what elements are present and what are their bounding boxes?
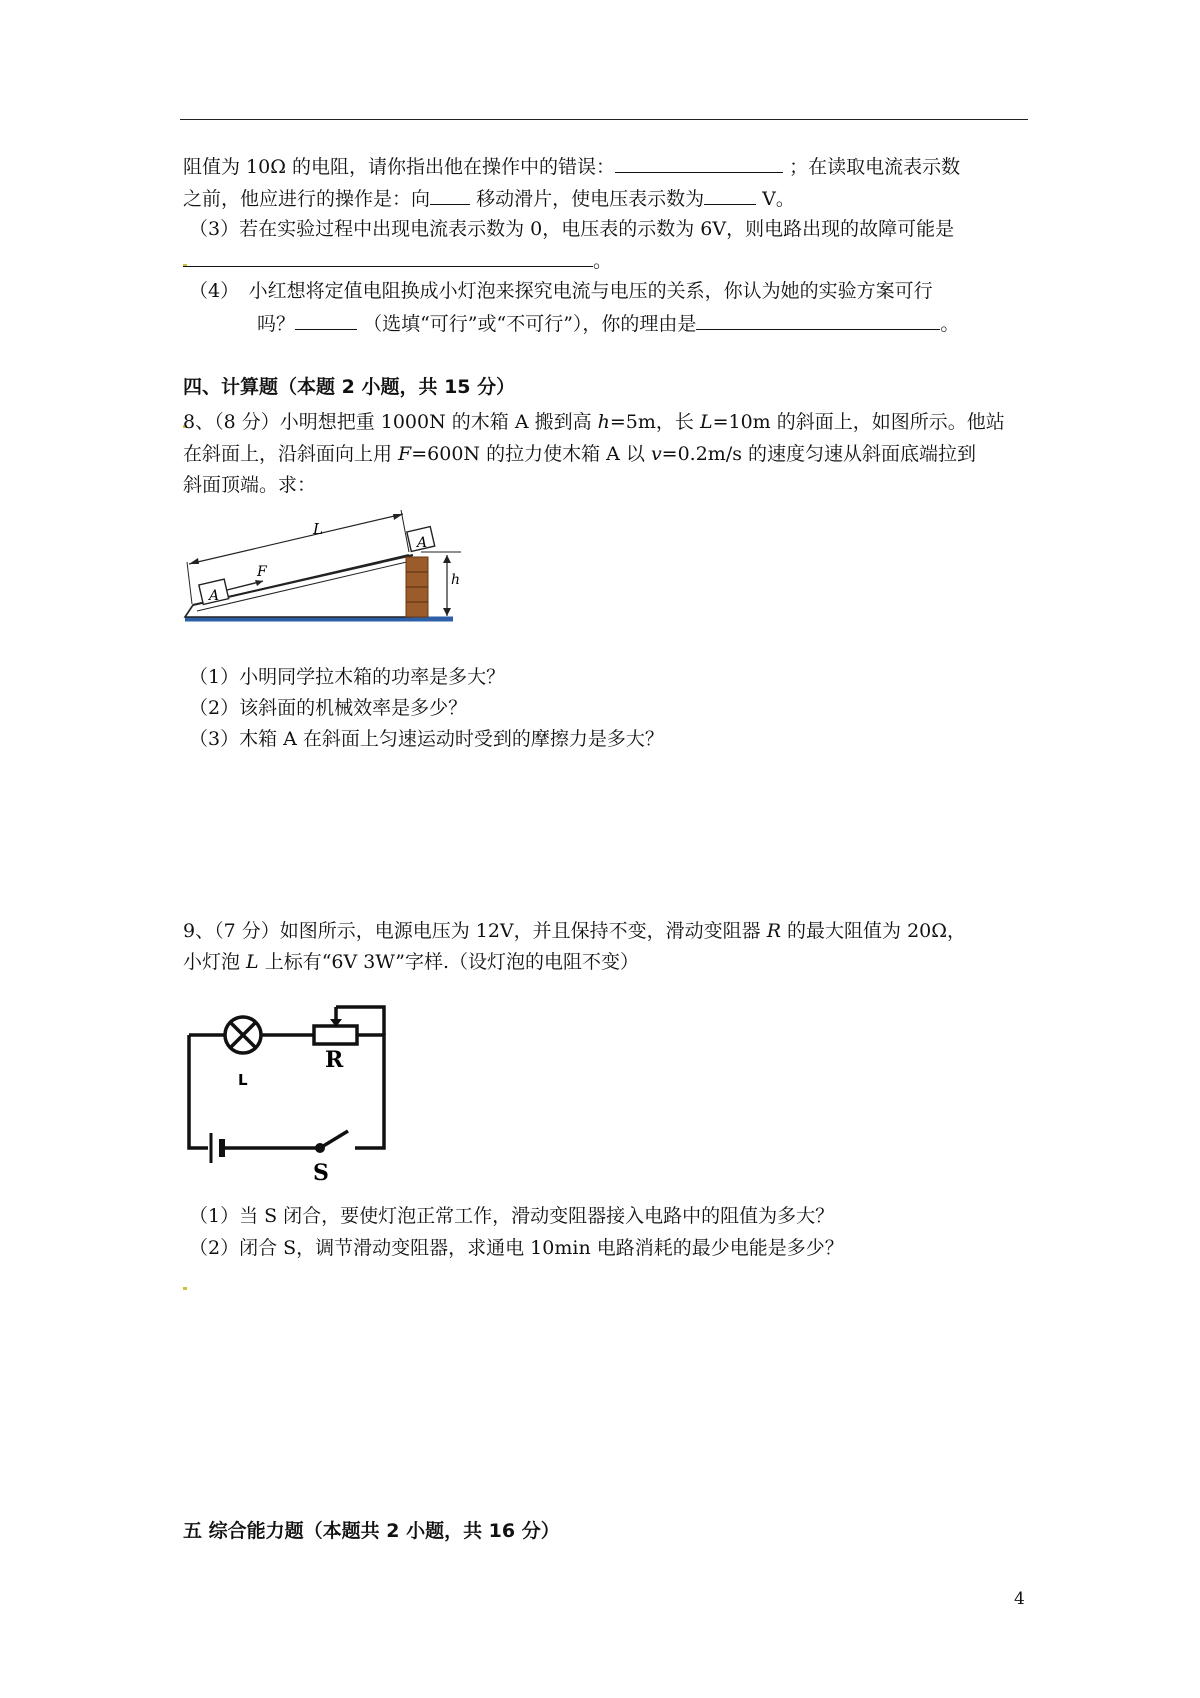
force-arrowhead	[255, 580, 263, 586]
q9-l2-b: 上标有“6V 3W”字样.（设灯泡的电阻不变）	[258, 951, 639, 973]
q8-sub-2: （2）该斜面的机械效率是多少？	[189, 697, 468, 719]
answer-blank-fault[interactable]	[183, 246, 593, 267]
q7-p4-period: 。	[940, 313, 960, 335]
circuit-figure	[183, 985, 393, 1185]
length-dimension-line	[189, 514, 403, 564]
section-4-title: 四、计算题（本题 2 小题，共 15 分）	[183, 376, 516, 398]
force-label: F	[257, 564, 267, 580]
page-number: 4	[1014, 1589, 1025, 1609]
switch-label: S	[313, 1160, 329, 1185]
q7-p4-text-b: 吗？	[257, 313, 296, 335]
wire-left	[189, 1035, 208, 1148]
q9-line-2	[183, 949, 639, 975]
q8-sub-1: （1）小明同学拉木箱的功率是多大？	[189, 666, 506, 688]
header-rule	[180, 119, 1028, 120]
q8-line-2	[183, 441, 976, 467]
q7-line2-text-c: V。	[762, 188, 795, 210]
lamp-label: L	[238, 1071, 248, 1089]
q9-l1-a: 9、（7 分）如图所示，电源电压为 12V，并且保持不变，滑动变阻器	[183, 920, 767, 942]
answer-blank-error[interactable]	[615, 152, 783, 173]
q8-line-3: 斜面顶端。求：	[183, 474, 317, 496]
q8-l2-c: =0.2m/s 的速度匀速从斜面底端拉到	[661, 443, 977, 465]
q8-l1-a: 8、（8 分）小明想把重 1000N 的木箱 A 搬到高	[183, 411, 598, 433]
q9-l1-b: 的最大阻值为 20Ω，	[781, 920, 967, 942]
var-R: R	[766, 920, 782, 942]
scan-artifact-dot	[183, 1287, 187, 1290]
q7-part-3-answer	[183, 246, 612, 274]
q9-sub-2: （2）闭合 S，调节滑动变阻器，求通电 10min 电路消耗的最少电能是多少？	[189, 1237, 844, 1259]
dimension-tick	[187, 562, 192, 604]
q7-p4-text-c: （选填“可行”或“不可行”），你的理由是	[363, 313, 697, 335]
q8-l1-b: =5m，长	[609, 411, 700, 433]
var-h: h	[597, 411, 610, 433]
q8-l2-a: 在斜面上，沿斜面向上用	[183, 443, 399, 465]
q9-l2-a: 小灯泡	[183, 951, 247, 973]
answer-blank-reason[interactable]	[696, 309, 940, 330]
length-arrow-left	[189, 558, 199, 564]
q8-l2-b: =600N 的拉力使木箱 A 以	[411, 443, 651, 465]
q7-line2-text-a: 之前，他应进行的操作是：向	[183, 188, 431, 210]
q7-line-2	[183, 184, 795, 212]
var-F: F	[398, 443, 412, 465]
rheostat-label: R	[325, 1047, 344, 1073]
var-v: v	[650, 443, 662, 465]
q7-line1-text-b: ；在读取电流表示数	[789, 156, 961, 178]
q7-line1-text-a: 阻值为 10Ω 的电阻，请你指出他在操作中的错误：	[183, 156, 616, 178]
var-L: L	[699, 411, 713, 433]
height-arrow-bottom	[443, 608, 451, 616]
q7-line2-text-b: 移动滑片，使电压表示数为	[476, 188, 705, 210]
q7-part-4-line-1: （4） 小红想将定值电阻换成小灯泡来探究电流与电压的关系，你认为她的实验方案可行	[189, 280, 933, 302]
height-label: h	[451, 572, 461, 588]
q7-p3-period: 。	[593, 250, 613, 272]
incline-underline	[197, 561, 411, 611]
q7-part-4-line-2	[257, 309, 959, 337]
switch-lever	[320, 1131, 348, 1148]
section-5-title: 五 综合能力题（本题共 2 小题，共 16 分）	[183, 1520, 560, 1542]
crate-a-top-label: A	[417, 535, 428, 551]
q9-line-1	[183, 918, 966, 944]
incline-figure	[183, 500, 463, 628]
answer-blank-feasible[interactable]	[295, 309, 357, 330]
q8-sub-3: （3）木箱 A 在斜面上匀速运动时受到的摩擦力是多大？	[189, 728, 664, 750]
dimension-tick	[401, 510, 409, 552]
q7-part-3: （3）若在实验过程中出现电流表示数为 0，电压表的示数为 6V，则电路出现的故障可能是	[189, 218, 955, 240]
var-L-lamp: L	[246, 951, 259, 973]
answer-blank-direction[interactable]	[430, 184, 470, 205]
wire-right	[355, 1035, 384, 1148]
q8-l1-c: =10m 的斜面上，如图所示。他站	[712, 411, 1005, 433]
q8-line-1	[183, 409, 1005, 435]
q7-line-1	[183, 152, 960, 180]
rheostat-symbol	[314, 1026, 357, 1044]
height-arrow-top	[443, 555, 451, 563]
length-label: L	[313, 520, 323, 538]
q9-sub-1: （1）当 S 闭合，要使灯泡正常工作，滑动变阻器接入电路中的阻值为多大？	[189, 1205, 835, 1227]
crate-a-bottom-label: A	[209, 588, 220, 604]
answer-blank-voltage[interactable]	[704, 184, 756, 205]
